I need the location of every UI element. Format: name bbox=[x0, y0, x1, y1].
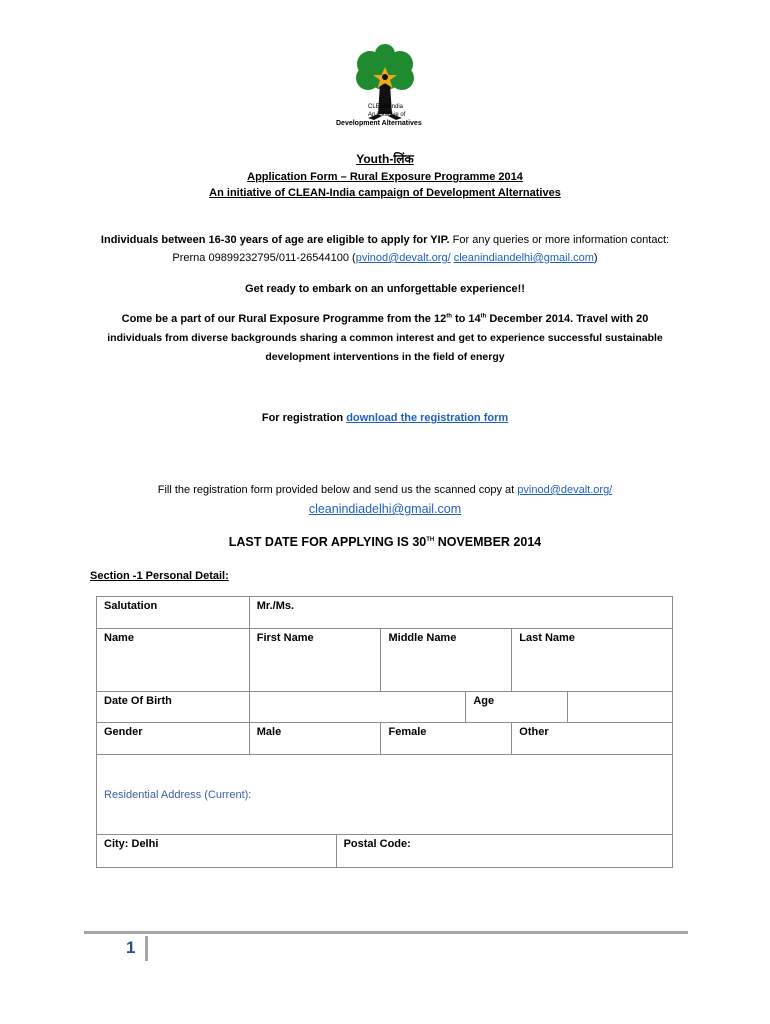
logo-line1: CLEAN-India bbox=[368, 104, 404, 110]
address-row bbox=[97, 755, 673, 835]
contact-email-1-link[interactable]: pvinod@devalt.org/ bbox=[355, 252, 451, 264]
deadline-sup: TH bbox=[426, 536, 435, 543]
section-title: Section -1 Personal Detail: bbox=[90, 570, 229, 582]
name-row bbox=[97, 629, 673, 692]
programme-sup-1: th bbox=[446, 313, 452, 320]
programme-text-3: December 2014. Travel with 20 bbox=[486, 313, 649, 325]
logo-line2: An initiative of bbox=[368, 112, 406, 118]
fill-email-2-link[interactable]: cleanindiadelhi@gmail.com bbox=[308, 502, 462, 516]
programme-line-3: development interventions in the field of energy bbox=[265, 351, 505, 363]
contact-suffix: ) bbox=[593, 252, 598, 264]
programme-line-2: individuals from diverse backgrounds sharing a common interest and get to experience successful sustainable bbox=[107, 332, 663, 344]
programme-sup-2: th bbox=[480, 313, 487, 320]
fill-email-1-link[interactable]: pvinod@devalt.org/ bbox=[517, 484, 613, 496]
eligibility-rest: For any queries or more information contact: bbox=[449, 234, 670, 246]
deadline-text: LAST DATE FOR APPLYING IS 30 bbox=[228, 535, 427, 549]
footer-vertical-bar bbox=[145, 936, 148, 961]
last-name-field[interactable]: Last Name bbox=[512, 629, 673, 692]
fill-email-line bbox=[0, 502, 770, 516]
programme-text-2: to 14 bbox=[451, 313, 481, 325]
initiative-subtitle: An initiative of CLEAN-India campaign of Development Alternatives bbox=[209, 187, 561, 199]
gender-female-option[interactable]: Female bbox=[381, 723, 512, 755]
registration-prefix: For registration bbox=[261, 412, 347, 424]
fill-instructions bbox=[0, 483, 770, 497]
programme-text-1: Come be a part of our Rural Exposure Programme from the 12 bbox=[121, 313, 447, 325]
contact-email-2-link[interactable]: cleanindiandelhi@gmail.com bbox=[453, 252, 594, 264]
salutation-row bbox=[97, 597, 673, 629]
eligibility-bold: Individuals between 16-30 years of age are eligible to apply for YIP. bbox=[100, 234, 450, 246]
salutation-field[interactable]: Mr./Ms. bbox=[249, 597, 672, 629]
registration-line bbox=[0, 411, 770, 425]
page-title: Youth-लिंक bbox=[356, 152, 414, 166]
middle-name-field[interactable]: Middle Name bbox=[381, 629, 512, 692]
logo-line3: Development Alternatives bbox=[336, 120, 422, 127]
tagline: Get ready to embark on an unforgettable experience!! bbox=[245, 283, 525, 295]
download-registration-form-link[interactable]: download the registration form bbox=[346, 412, 509, 424]
residential-address-field[interactable] bbox=[97, 755, 673, 835]
city-row bbox=[97, 835, 673, 868]
footer-divider bbox=[84, 931, 688, 934]
personal-detail-table bbox=[96, 596, 673, 868]
gender-male-option[interactable]: Male bbox=[249, 723, 381, 755]
residential-address-label: Residential Address (Current): bbox=[104, 788, 252, 801]
gender-other-option[interactable]: Other bbox=[512, 723, 673, 755]
contact-prefix: Prerna 09899232795/011-26544100 ( bbox=[172, 252, 356, 264]
programme-line-1 bbox=[0, 312, 770, 326]
age-label: Age bbox=[466, 692, 568, 723]
age-field[interactable] bbox=[568, 692, 673, 723]
gender-label: Gender bbox=[97, 723, 250, 755]
page-number: 1 bbox=[126, 938, 136, 957]
deadline bbox=[0, 535, 770, 549]
eligibility-text bbox=[0, 233, 770, 247]
dob-field[interactable] bbox=[249, 692, 466, 723]
dob-row bbox=[97, 692, 673, 723]
city-field[interactable]: City: Delhi bbox=[97, 835, 337, 868]
postal-code-field[interactable]: Postal Code: bbox=[336, 835, 672, 868]
dob-label: Date Of Birth bbox=[97, 692, 250, 723]
gender-row bbox=[97, 723, 673, 755]
first-name-field[interactable]: First Name bbox=[249, 629, 381, 692]
form-subtitle: Application Form – Rural Exposure Programme 2014 bbox=[247, 171, 523, 183]
contact-line bbox=[0, 251, 770, 265]
deadline-rest: NOVEMBER 2014 bbox=[434, 535, 542, 549]
fill-text: Fill the registration form provided below and send us the scanned copy at bbox=[157, 484, 518, 496]
salutation-label: Salutation bbox=[97, 597, 250, 629]
name-label: Name bbox=[97, 629, 250, 692]
